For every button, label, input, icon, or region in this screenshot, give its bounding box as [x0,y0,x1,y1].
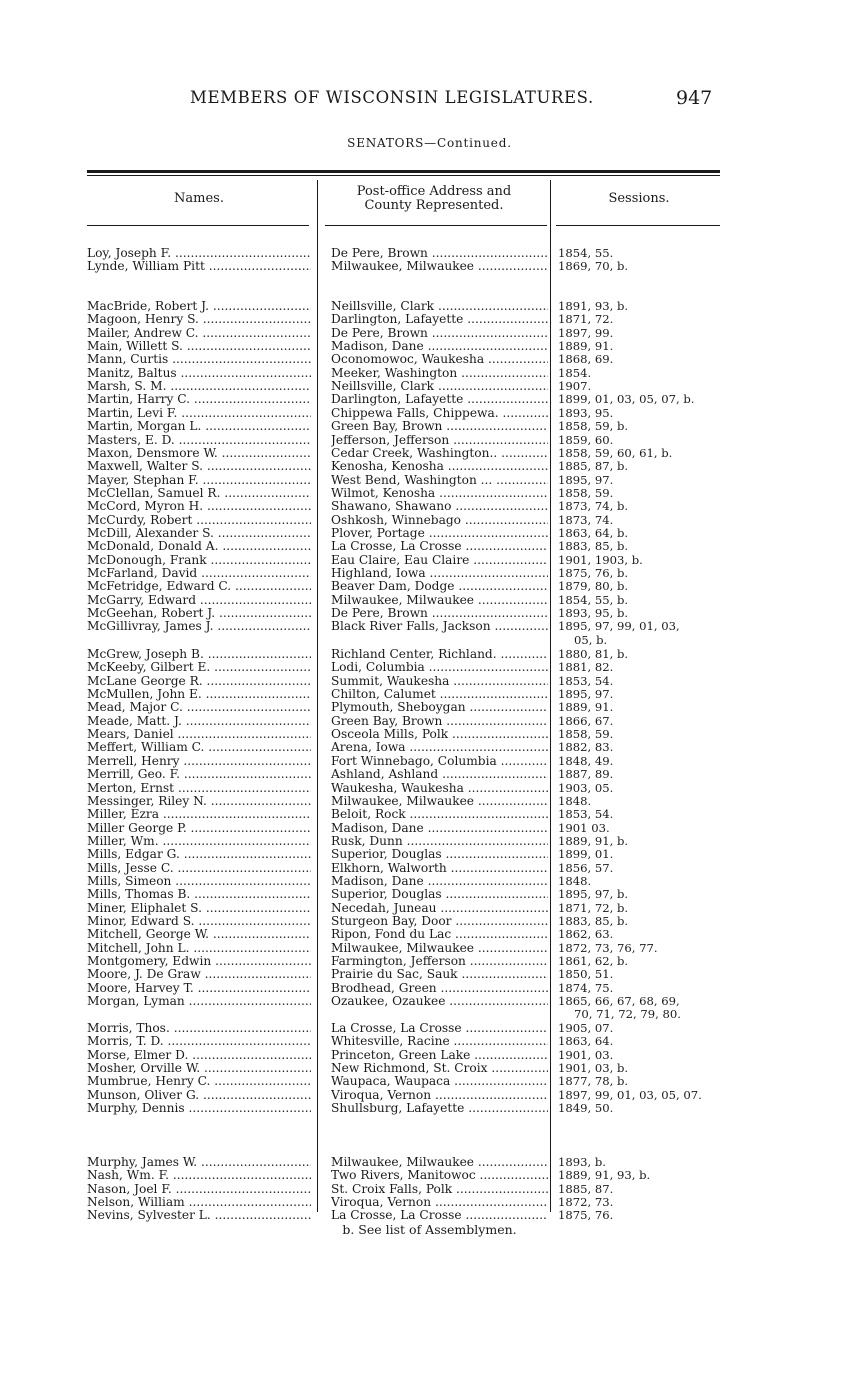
senator-name: McGillivray, James J. ..... [87,620,311,633]
sessions: 1895, 97, 99, 01, 03, [558,619,680,634]
sessions: 1893, b. [558,1155,606,1169]
senator-name: Murphy, James W. ..... [87,1156,311,1169]
post-office-address: Ripon, Fond du Lac ..... [331,928,548,941]
header-underline-address [325,225,547,226]
senator-name: Mills, Edgar G. ..... [87,848,311,861]
senator-name: Morgan, Lyman ..... [87,995,311,1008]
senator-name: Maxon, Densmore W. ..... [87,447,311,460]
senator-name: Miller, Wm. ..... [87,835,311,848]
sessions: 1848. [558,873,592,888]
senator-name: Montgomery, Edwin ..... [87,955,311,968]
sessions: 1848. [558,793,592,808]
sessions: 1858, 59, 60, 61, b. [558,445,673,460]
top-rule-thick [87,170,720,173]
sessions: 1901, 03, b. [558,1060,629,1075]
post-office-address: Chippewa Falls, Chippewa. ..... [331,407,548,420]
senator-name: Mumbrue, Henry C. ..... [87,1075,311,1088]
senator-name: McMullen, John E. ..... [87,688,311,701]
post-office-address: Farmington, Jefferson ..... [331,955,548,968]
post-office-address: Milwaukee, Milwaukee ..... [331,942,548,955]
senator-name: McKeeby, Gilbert E. ..... [87,661,311,674]
sessions: 1899, 01. [558,847,614,862]
post-office-address: Prairie du Sac, Sauk ..... [331,968,548,981]
sessions: 1874, 75. [558,980,614,995]
sessions: 1895, 97. [558,687,614,702]
sessions: 1854, 55, b. [558,592,629,607]
post-office-address: Summit, Waukesha ..... [331,675,548,688]
sessions: 1863, 64, b. [558,525,629,540]
senator-name: McDonald, Donald A. ..... [87,540,311,553]
post-office-address: Jefferson, Jefferson ..... [331,434,548,447]
senator-name: McFetridge, Edward C. ..... [87,580,311,593]
sessions: 1849, 50. [558,1100,614,1115]
sessions: 1899, 01, 03, 05, 07, b. [558,392,695,407]
post-office-address: Brodhead, Green ..... [331,982,548,995]
sessions: 1868, 69. [558,352,614,367]
column-header-names: Names. [174,191,224,206]
sessions: 1856, 57. [558,860,614,875]
sessions: 1889, 91. [558,339,614,354]
post-office-address: Wilmot, Kenosha ..... [331,487,548,500]
post-office-address: Shawano, Shawano ..... [331,500,548,513]
senator-name: Mills, Simeon ..... [87,875,311,888]
sessions: 1880, 81, b. [558,647,629,661]
senator-name: Main, Willett S. ..... [87,340,311,353]
footnote: b. See list of Assemblymen. [342,1222,517,1237]
post-office-address: Shullsburg, Lafayette ..... [331,1102,548,1115]
column-divider-left [317,180,318,1212]
sessions: 1865, 66, 67, 68, 69, [558,994,680,1009]
senator-name: Mitchell, George W. ..... [87,928,311,941]
sessions: 1907. [558,379,592,394]
senator-name: McDonough, Frank ..... [87,554,311,567]
senator-name: Merrell, Henry ..... [87,755,311,768]
sessions: 1895, 97, b. [558,887,629,902]
senator-name: Miner, Eliphalet S. ..... [87,902,311,915]
senator-name: Miller, Ezra ..... [87,808,311,821]
senator-name: Merton, Ernst ..... [87,782,311,795]
sessions: 1871, 72, b. [558,900,629,915]
sessions: 1883, 85, b. [558,539,629,554]
sessions: 1889, 91. [558,700,614,715]
post-office-address: Princeton, Green Lake ..... [331,1049,548,1062]
post-office-address: Beloit, Rock ..... [331,808,548,821]
sessions: 1853, 54. [558,673,614,688]
post-office-address: Madison, Dane ..... [331,340,548,353]
senator-name: Mayer, Stephan F. ..... [87,474,311,487]
post-office-address: Highland, Iowa ..... [331,567,548,580]
sessions: 1861, 62, b. [558,954,629,969]
post-office-address: Madison, Dane ..... [331,822,548,835]
senator-name: Maxwell, Walter S. ..... [87,460,311,473]
sessions: 1889, 91, 93, b. [558,1168,651,1183]
sessions: 1873, 74. [558,512,614,527]
senator-name: Nason, Joel F. ..... [87,1183,311,1196]
post-office-address: Eau Claire, Eau Claire ..... [331,554,548,567]
sessions: 1872, 73, 76, 77. [558,940,658,955]
senator-name: Mann, Curtis ..... [87,353,311,366]
senator-name: Nevins, Sylvester L. ..... [87,1209,311,1222]
post-office-address: West Bend, Washington ... ..... [331,474,548,487]
post-office-address: Viroqua, Vernon ..... [331,1196,548,1209]
senator-name: MacBride, Robert J. ..... [87,300,311,313]
post-office-address: Green Bay, Brown ..... [331,420,548,433]
post-office-address: Oshkosh, Winnebago ..... [331,514,548,527]
post-office-address: Plymouth, Sheboygan ..... [331,701,548,714]
sessions: 1903, 05. [558,780,614,795]
header-underline-names [87,225,309,226]
post-office-address: De Pere, Brown ..... [331,327,548,340]
senator-name: McGarry, Edward ..... [87,594,311,607]
post-office-address: Ashland, Ashland ..... [331,768,548,781]
senator-name: Moore, Harvey T. ..... [87,982,311,995]
sessions: 1895, 97. [558,472,614,487]
post-office-address: Meeker, Washington ..... [331,367,548,380]
post-office-address: De Pere, Brown ..... [331,607,548,620]
column-header-address [318,185,550,213]
post-office-address: Waupaca, Waupaca ..... [331,1075,548,1088]
sessions: 1858, 59, b. [558,419,629,434]
top-rule-thin [87,175,720,176]
senator-name: Marsh, S. M. ..... [87,380,311,393]
sessions: 1875, 76, b. [558,566,629,580]
post-office-address: Fort Winnebago, Columbia ..... [331,755,548,768]
sessions: 1873, 74, b. [558,499,629,514]
sessions: 1875, 76. [558,1208,614,1223]
senator-name: Martin, Levi F. ..... [87,407,311,420]
post-office-address: Chilton, Calumet ..... [331,688,548,701]
senator-name: Mosher, Orville W. ..... [87,1062,311,1075]
sessions: 1891, 93, b. [558,299,629,313]
senator-name: McClellan, Samuel R. ..... [87,487,311,500]
page-number: 947 [676,87,713,109]
post-office-address: Beaver Dam, Dodge ..... [331,580,548,593]
post-office-address: Milwaukee, Milwaukee ..... [331,1156,548,1169]
sessions: 1885, 87. [558,1181,614,1196]
header-underline-sessions [556,225,720,226]
post-office-address: Lodi, Columbia ..... [331,661,548,674]
post-office-address: Green Bay, Brown ..... [331,715,548,728]
section-subtitle: SENATORS—Continued. [347,136,512,150]
sessions: 05, b. [574,632,608,647]
senator-name: Mailer, Andrew C. ..... [87,327,311,340]
sessions: 1848, 49. [558,753,614,768]
sessions: 1854, 55. [558,246,614,260]
post-office-address: Black River Falls, Jackson ..... [331,620,548,633]
sessions: 1863, 64. [558,1034,614,1049]
column-header-address-line1: Post-office Address and [356,184,512,199]
senator-name: Munson, Oliver G. ..... [87,1089,311,1102]
senator-name: McCurdy, Robert ..... [87,514,311,527]
post-office-address: Whitesville, Racine ..... [331,1035,548,1048]
sessions: 1850, 51. [558,967,614,982]
sessions: 1905, 07. [558,1020,614,1035]
sessions: 1901, 03. [558,1047,614,1062]
senator-name: Messinger, Riley N. ..... [87,795,311,808]
senator-name: McGrew, Joseph B. ..... [87,648,311,661]
senator-name: Moore, J. De Graw ..... [87,968,311,981]
post-office-address: Superior, Douglas ..... [331,888,548,901]
post-office-address: New Richmond, St. Croix ..... [331,1062,548,1075]
senator-name: Loy, Joseph F. ..... [87,247,311,260]
senator-name: Merrill, Geo. F. ..... [87,768,311,781]
senator-name: Lynde, William Pitt ..... [87,260,311,273]
page-header-title: MEMBERS OF WISCONSIN LEGISLATURES. [190,88,594,107]
sessions: 1866, 67. [558,713,614,728]
senator-name: Martin, Harry C. ..... [87,393,311,406]
column-header-sessions: Sessions. [608,191,670,206]
post-office-address: Plover, Portage ..... [331,527,548,540]
sessions: 1887, 89. [558,767,614,782]
post-office-address: Viroqua, Vernon ..... [331,1089,548,1102]
sessions: 1885, 87, b. [558,459,629,474]
senator-name: Mead, Major C. ..... [87,701,311,714]
post-office-address: Cedar Creek, Washington.. ..... [331,447,548,460]
post-office-address: De Pere, Brown ..... [331,247,548,260]
senator-name: Magoon, Henry S. ..... [87,313,311,326]
sessions: 1869, 70, b. [558,259,629,274]
post-office-address: Madison, Dane ..... [331,875,548,888]
sessions: 1882, 83. [558,740,614,755]
post-office-address: Two Rivers, Manitowoc ..... [331,1169,548,1182]
senator-name: Miller George P. ..... [87,822,311,835]
senator-name: Meade, Matt. J. ..... [87,715,311,728]
post-office-address: Darlington, Lafayette ..... [331,393,548,406]
senator-name: Masters, E. D. ..... [87,434,311,447]
senator-name: Morris, T. D. ..... [87,1035,311,1048]
senator-name: McCord, Myron H. ..... [87,500,311,513]
sessions: 1862, 63. [558,927,614,942]
post-office-address: Oconomowoc, Waukesha ..... [331,353,548,366]
senator-name: Mears, Daniel ..... [87,728,311,741]
post-office-address: Darlington, Lafayette ..... [331,313,548,326]
sessions: 70, 71, 72, 79, 80. [574,1007,681,1022]
senator-name: Mills, Thomas B. ..... [87,888,311,901]
sessions: 1893, 95, b. [558,606,629,621]
post-office-address: Rusk, Dunn ..... [331,835,548,848]
post-office-address: Neillsville, Clark ..... [331,380,548,393]
post-office-address: Milwaukee, Milwaukee ..... [331,795,548,808]
post-office-address: Waukesha, Waukesha ..... [331,782,548,795]
post-office-address: Milwaukee, Milwaukee ..... [331,594,548,607]
sessions: 1897, 99, 01, 03, 05, 07. [558,1087,702,1102]
senator-name: Meffert, William C. ..... [87,741,311,754]
sessions: 1877, 78, b. [558,1074,629,1089]
post-office-address: Osceola Mills, Polk ..... [331,728,548,741]
senator-name: Mitchell, John L. ..... [87,942,311,955]
post-office-address: Neillsville, Clark ..... [331,300,548,313]
senator-name: Manitz, Baltus ..... [87,367,311,380]
column-header-address-line2: County Represented. [364,198,504,213]
post-office-address: Arena, Iowa ..... [331,741,548,754]
column-divider-right [550,180,551,1212]
sessions: 1871, 72. [558,312,614,327]
post-office-address: La Crosse, La Crosse ..... [331,1209,548,1222]
sessions: 1854. [558,365,592,380]
senator-name: McFarland, David ..... [87,567,311,580]
sessions: 1853, 54. [558,807,614,822]
senator-name: Morse, Elmer D. ..... [87,1049,311,1062]
post-office-address: Necedah, Juneau ..... [331,902,548,915]
senator-name: Nash, Wm. F. ..... [87,1169,311,1182]
sessions: 1883, 85, b. [558,914,629,928]
post-office-address: Richland Center, Richland. ..... [331,648,548,661]
senator-name: Murphy, Dennis ..... [87,1102,311,1115]
post-office-address: Superior, Douglas ..... [331,848,548,861]
senator-name: McDill, Alexander S. ..... [87,527,311,540]
senator-name: McLane George R. ..... [87,675,311,688]
sessions: 1858, 59. [558,485,614,500]
sessions: 1879, 80, b. [558,579,629,594]
post-office-address: Sturgeon Bay, Door ..... [331,915,548,928]
senator-name: Mills, Jesse C. ..... [87,862,311,875]
post-office-address: Elkhorn, Walworth ..... [331,862,548,875]
sessions: 1858, 59. [558,727,614,742]
sessions: 1897, 99. [558,325,614,340]
post-office-address: La Crosse, La Crosse ..... [331,1022,548,1035]
senator-name: McGeehan, Robert J. ..... [87,607,311,620]
sessions: 1893, 95. [558,405,614,420]
senator-name: Martin, Morgan L. ..... [87,420,311,433]
sessions: 1889, 91, b. [558,833,629,848]
senator-name: Nelson, William ..... [87,1196,311,1209]
sessions: 1901, 1903, b. [558,552,643,567]
post-office-address: Milwaukee, Milwaukee ..... [331,260,548,273]
senator-name: Morris, Thos. ..... [87,1022,311,1035]
post-office-address: Kenosha, Kenosha ..... [331,460,548,473]
senator-name: Minor, Edward S. ..... [87,915,311,928]
sessions: 1859, 60. [558,432,614,447]
sessions: 1872, 73. [558,1195,614,1210]
post-office-address: La Crosse, La Crosse ..... [331,540,548,553]
post-office-address: Ozaukee, Ozaukee ..... [331,995,548,1008]
sessions: 1901 03. [558,820,610,835]
post-office-address: St. Croix Falls, Polk ..... [331,1183,548,1196]
sessions: 1881, 82. [558,660,614,675]
